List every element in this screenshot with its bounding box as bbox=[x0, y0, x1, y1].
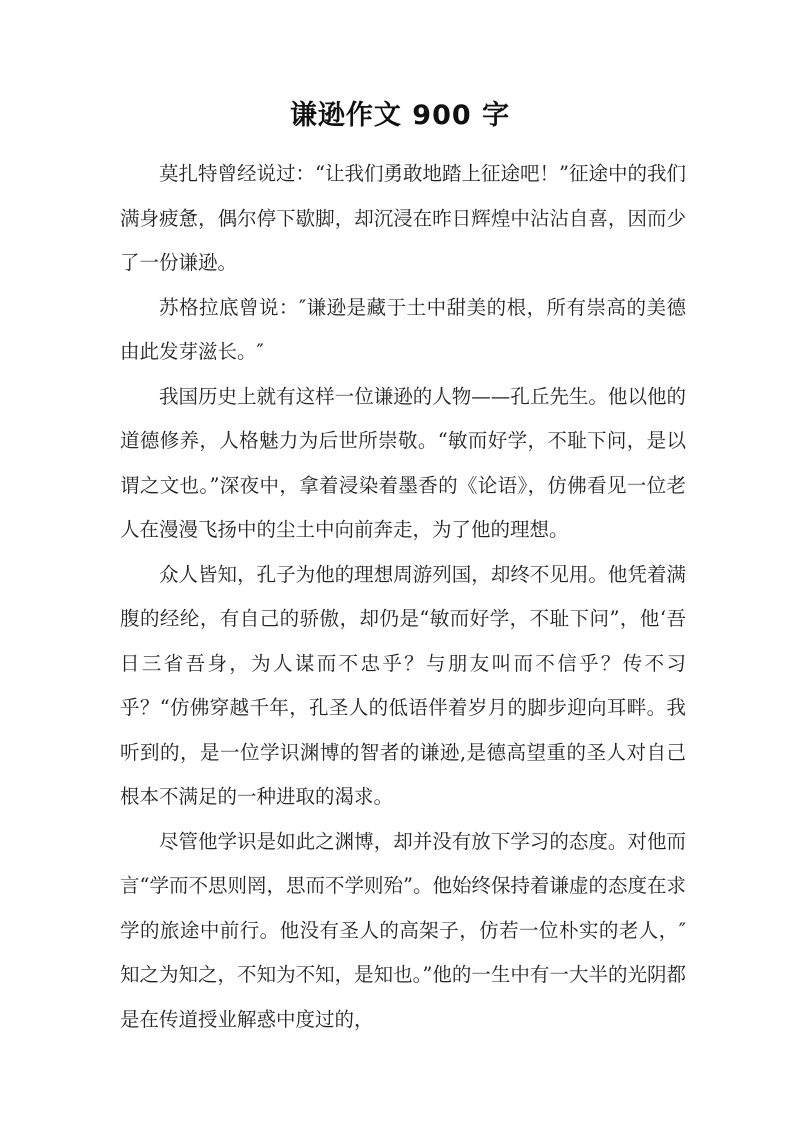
paragraph-2: 苏格拉底曾说：″谦逊是藏于土中甜美的根，所有崇高的美德由此发芽滋长。″ bbox=[120, 295, 686, 363]
paragraph-1: 莫扎特曾经说过：“让我们勇敢地踏上征途吧！”征途中的我们满身疲惫，偶尔停下歇脚，却沉浸在昨日辉煌中沾沾自喜，因而少了一份谦逊。 bbox=[120, 162, 686, 274]
paragraph-4: 众人皆知，孔子为他的理想周游列国，却终不见用。他凭着满腹的经纶，有自己的骄傲，却仍是“敏而好学，不耻下问”，他‘吾日三省吾身，为人谋而不忠乎？与朋友叫而不信乎？传不习乎？“仿佛穿越千年，孔圣人的低语伴着岁月的脚步迎向耳畔。我听到的，是一位学识渊博的智者的谦逊,是德高望重的圣人对自己根本不满足的一种进取的渴求。 bbox=[120, 562, 686, 808]
paragraph-5: 尽管他学识是如此之渊博，却并没有放下学习的态度。对他而言“学而不思则罔，思而不学则殆”。他始终保持着谦虚的态度在求学的旅途中前行。他没有圣人的高架子，仿若一位朴实的老人，″知之为知之，不知为不知，是知也。”他的一生中有一大半的光阴都是在传道授业解惑中度过的， bbox=[120, 829, 686, 1031]
document-body bbox=[120, 152, 686, 1042]
paragraph-3: 我国历史上就有这样一位谦逊的人物——孔丘先生。他以他的道德修养，人格魅力为后世所崇敬。“敏而好学，不耻下问，是以谓之文也。”深夜中，拿着浸染着墨香的《论语》，仿佛看见一位老人在漫漫飞扬中的尘土中向前奔走，为了他的理想。 bbox=[120, 384, 686, 541]
document-title: 谦逊作文 900 字 bbox=[289, 100, 511, 131]
